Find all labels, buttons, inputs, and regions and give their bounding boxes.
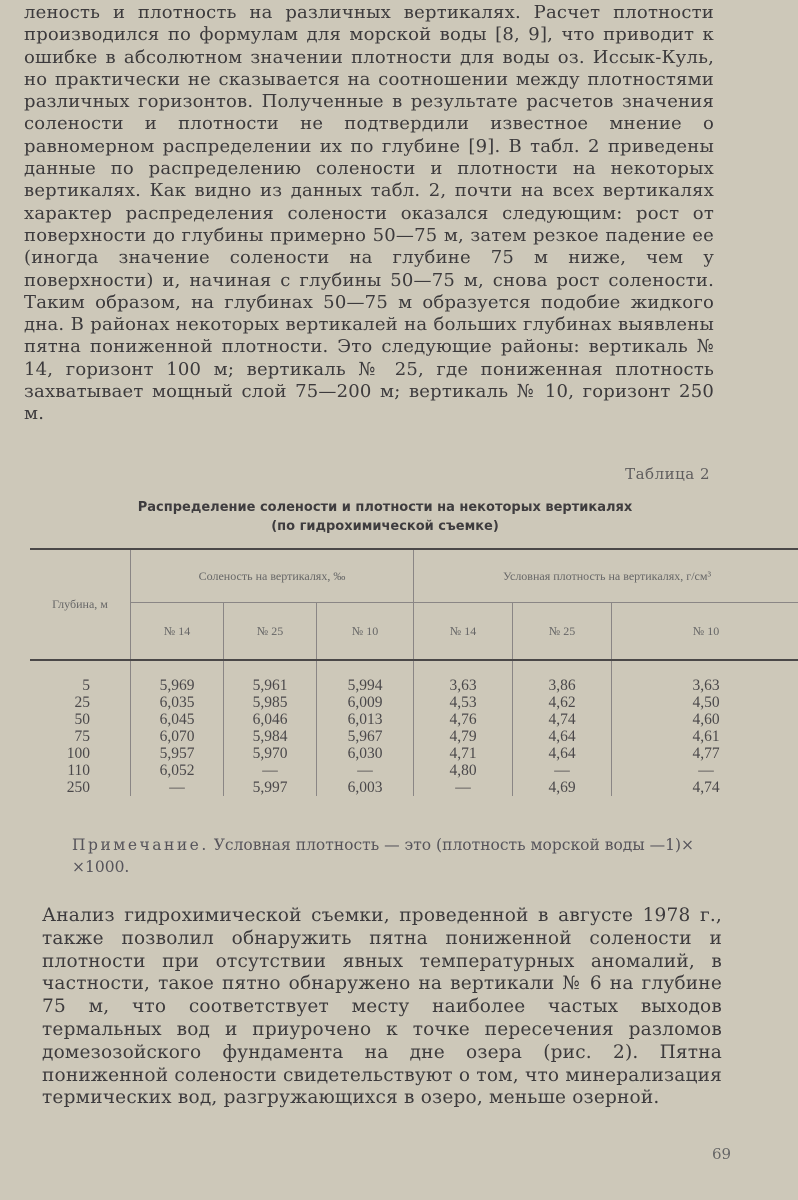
value-cell: — <box>317 762 414 779</box>
value-cell: 6,052 <box>131 762 224 779</box>
sub-header: № 14 <box>414 603 513 661</box>
value-cell: 6,009 <box>317 694 414 711</box>
depth-cell: 75 <box>74 728 90 745</box>
salinity-density-table <box>30 548 798 796</box>
sub-header: № 14 <box>131 603 224 661</box>
depth-cell: 25 <box>74 694 90 711</box>
value-cell: 4,76 <box>414 711 513 728</box>
value-cell: 6,003 <box>317 779 414 796</box>
value-cell: 4,62 <box>513 694 612 711</box>
page-number: 69 <box>712 1145 732 1163</box>
value-cell: 5,984 <box>224 728 317 745</box>
table-title-line2: (по гидрохимической съемке) <box>271 519 499 534</box>
body-paragraph-top: леность и плотность на различных вертикалях. Расчет плотности производился по формулам для морской воды [8, 9], что приводит к ошибке в абсолютном значении плотности для воды оз. Иссык-Куль, но практически не сказывается на соотношении между плотностями различных горизонтов. Полученные в результате расчетов значения солености и плотности не подтвердили известное мнение о равномерном распределении их по глубине [9]. В табл. 2 приведены данные по распределению солености и плотности на некоторых вертикалях. Как видно из данных табл. 2, почти на всех вертикалях характер распределения солености оказался следующим: рост от поверхности до глубины примерно 50—75 м, затем резкое падение ее (иногда значение солености на глубине 75 м ниже, чем у поверхности) и, начиная с глубины 50—75 м, снова рост солености. Таким образом, на глубинах 50—75 м образуется подобие жидкого дна. В районах некоторых вертикалей на больших глубинах выявлены пятна пониженной плотности. Это следующие районы: вертикаль № 14, горизонт 100 м; вертикаль № 25, где пониженная плотность захватывает мощный слой 75—200 м; вертикаль № 10, горизонт 250 м. <box>24 2 714 425</box>
value-cell: 5,997 <box>224 779 317 796</box>
note-label: Примечание. <box>72 836 209 854</box>
sub-header: № 10 <box>317 603 414 661</box>
table-row <box>30 660 798 694</box>
value-cell: 4,53 <box>414 694 513 711</box>
density-header: Условная плотность на вертикалях, г/см³ <box>414 549 798 603</box>
value-cell: 4,61 <box>612 728 798 745</box>
table-row <box>30 779 798 796</box>
value-cell: 5,969 <box>131 660 224 694</box>
table-row <box>30 745 798 762</box>
value-cell: 4,50 <box>612 694 798 711</box>
value-cell: 6,013 <box>317 711 414 728</box>
value-cell: 5,985 <box>224 694 317 711</box>
value-cell: 3,63 <box>612 660 798 694</box>
table-row <box>30 694 798 711</box>
depth-header: Глубина, м <box>30 549 131 660</box>
value-cell: 4,69 <box>513 779 612 796</box>
salinity-header: Соленость на вертикалях, ‰ <box>131 549 414 603</box>
value-cell: 3,86 <box>513 660 612 694</box>
value-cell: 5,994 <box>317 660 414 694</box>
value-cell: 6,046 <box>224 711 317 728</box>
depth-cell: 110 <box>67 762 90 779</box>
value-cell: — <box>414 779 513 796</box>
table-label: Таблица 2 <box>625 465 710 483</box>
value-cell: 4,71 <box>414 745 513 762</box>
table-title <box>40 498 730 536</box>
value-cell: 5,970 <box>224 745 317 762</box>
note-text: Условная плотность — это (плотность морской воды —1)× ×1000. <box>72 836 695 876</box>
depth-cell: 100 <box>66 745 90 762</box>
table-row <box>30 711 798 728</box>
value-cell: 5,961 <box>224 660 317 694</box>
value-cell: 4,79 <box>414 728 513 745</box>
sub-header: № 10 <box>612 603 798 661</box>
depth-cell: 50 <box>74 711 90 728</box>
value-cell: 4,77 <box>612 745 798 762</box>
value-cell: 4,64 <box>513 728 612 745</box>
depth-cell: 5 <box>82 677 90 694</box>
value-cell: 4,60 <box>612 711 798 728</box>
table-row <box>30 762 798 779</box>
value-cell: 6,030 <box>317 745 414 762</box>
value-cell: 6,070 <box>131 728 224 745</box>
value-cell: 4,64 <box>513 745 612 762</box>
value-cell: 5,957 <box>131 745 224 762</box>
value-cell: — <box>612 762 798 779</box>
table-note <box>72 834 732 878</box>
value-cell: 5,967 <box>317 728 414 745</box>
table-body <box>30 660 798 796</box>
value-cell: — <box>131 779 224 796</box>
sub-header: № 25 <box>224 603 317 661</box>
value-cell: — <box>513 762 612 779</box>
table-row <box>30 728 798 745</box>
value-cell: 3,63 <box>414 660 513 694</box>
value-cell: — <box>224 762 317 779</box>
value-cell: 4,74 <box>612 779 798 796</box>
body-paragraph-bottom: Анализ гидрохимической съемки, проведенной в августе 1978 г., также позволил обнаружить пятна пониженной солености и плотности при отсутствии явных температурных аномалий, в частности, такое пятно обнаружено на вертикали № 6 на глубине 75 м, что соответствует месту наиболее частых выходов термальных вод и приурочено к точке пересечения разломов домезозойского фундамента на дне озера (рис. 2). Пятна пониженной солености свидетельствуют о том, что минерализация термических вод, разгружающихся в озеро, меньше озерной. <box>42 905 722 1109</box>
depth-cell: 250 <box>66 779 90 796</box>
value-cell: 6,045 <box>131 711 224 728</box>
sub-header: № 25 <box>513 603 612 661</box>
table-title-line1: Распределение солености и плотности на некоторых вертикалях <box>137 500 633 515</box>
value-cell: 6,035 <box>131 694 224 711</box>
value-cell: 4,74 <box>513 711 612 728</box>
value-cell: 4,80 <box>414 762 513 779</box>
